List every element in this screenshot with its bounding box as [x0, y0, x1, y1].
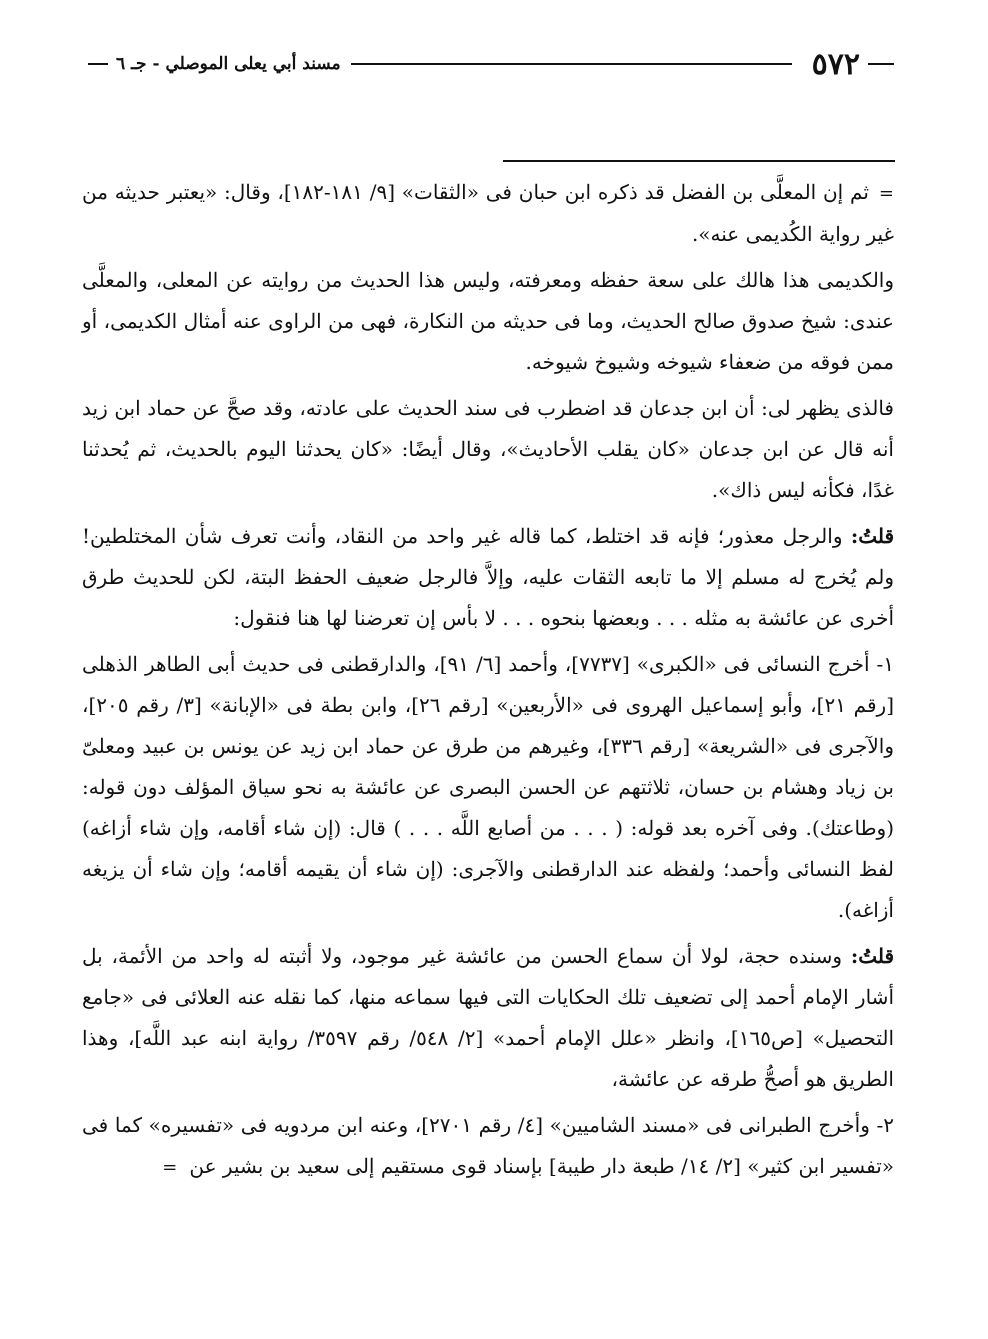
paragraph [82, 388, 894, 511]
continuation-mark-start: = [878, 183, 894, 204]
paragraph-text: ثم إن المعلَّى بن الفضل قد ذكره ابن حبان فى «الثقات» [٩/ ١٨١-١٨٢]، وقال: «يعتبر حديثه من غير رواية الكُديمى عنه». [82, 180, 894, 246]
paragraph-lead: قلتُ: [850, 944, 895, 968]
paragraph-text: والكديمى هذا هالك على سعة حفظه ومعرفته، وليس هذا الحديث من روايته عن المعلى، والمعلَّى عندى: شيخ صدوق صالح الحديث، وما فى حديثه من النكارة، فهى من الراوى عنه أمثال الكديمى، أو ممن فوقه من ضعفاء شيوخه وشيوخ شيوخه. [82, 268, 894, 374]
paragraph-lead: قلتُ: [850, 524, 895, 548]
footnote-body [82, 172, 894, 1193]
page-number: ٥٧٢ [811, 46, 860, 82]
continuation-mark-end: = [162, 1157, 178, 1178]
paragraph-text: ٢- وأخرج الطبرانى فى «مسند الشاميين» [٤/ رقم ٢٧٠١]، وعنه ابن مردويه فى «تفسيره» كما فى «تفسير ابن كثير» [٢/ ١٤/ طبعة دار طيبة] بإسناد قوى مستقيم إلى سعيد بن بشير عن [82, 1113, 894, 1178]
paragraph [82, 936, 894, 1100]
header-rule-right [868, 63, 894, 65]
paragraph [82, 516, 894, 639]
paragraph-text: وسنده حجة، لولا أن سماع الحسن من عائشة غير موجود، ولا أثبته له واحد من الأئمة، بل أشار الإمام أحمد إلى تضعيف تلك الحكايات التى فيها سماعه منها، كما نقله عنه العلائى فى «جامع التحصيل» [ص١٦٥]، وانظر «علل الإمام أحمد» [٢/ ٥٤٨/ رقم ٣٥٩٧/ رواية ابنه عبد اللَّه]، وهذا الطريق هو أصحُّ طرقه عن عائشة، [82, 944, 895, 1091]
header-rule-left [88, 63, 108, 65]
header-rule [351, 63, 792, 65]
paragraph [82, 172, 894, 255]
footnote-separator [503, 160, 895, 162]
paragraph [82, 644, 894, 931]
paragraph [82, 260, 894, 383]
paragraph [82, 1105, 894, 1188]
running-title: مسند أبي يعلى الموصلي - جـ ٦ [116, 54, 341, 74]
page-header [88, 42, 894, 86]
paragraph-text: فالذى يظهر لى: أن ابن جدعان قد اضطرب فى سند الحديث على عادته، وقد صحَّ عن حماد ابن زيد أنه قال عن ابن جدعان «كان يقلب الأحاديث»، وقال أيضًا: «كان يحدثنا اليوم بالحديث، ثم يُحدثنا غدًا، فكأنه ليس ذاك». [82, 396, 894, 502]
paragraph-text: والرجل معذور؛ فإنه قد اختلط، كما قاله غير واحد من النقاد، وأنت تعرف شأن المختلطين! ولم يُخرج له مسلم إلا ما تابعه الثقات عليه، وإلاَّ فالرجل ضعيف الحفظ البتة، لكن للحديث طرق أخرى عن عائشة به مثله . . . وبعضها بنحوه . . . لا بأس إن تعرضنا لها هنا فنقول: [82, 524, 894, 630]
paragraph-text: ١- أخرج النسائى فى «الكبرى» [٧٧٣٧]، وأحمد [٦/ ٩١]، والدارقطنى فى حديث أبى الطاهر الذهلى [رقم ٢١]، وأبو إسماعيل الهروى فى «الأربعين» [رقم ٢٦]، وابن بطة فى «الإبانة» [٣/ رقم ٢٠٥]، والآجرى فى «الشريعة» [رقم ٣٣٦]، وغيرهم من طرق عن حماد ابن زيد عن يونس بن عبيد ومعلىّ بن زياد وهشام بن حسان، ثلاثتهم عن الحسن البصرى عن عائشة به نحو سياق المؤلف دون قوله: (وطاعتك). وفى آخره بعد قوله: ( . . . من أصابع اللَّه . . . ) قال: (إن شاء أقامه، وإن شاء أزاغه) لفظ النسائى وأحمد؛ ولفظه عند الدارقطنى والآجرى: (إن شاء أن يقيمه أقامه؛ وإن شاء أن يزيغه أزاغه). [82, 652, 895, 922]
